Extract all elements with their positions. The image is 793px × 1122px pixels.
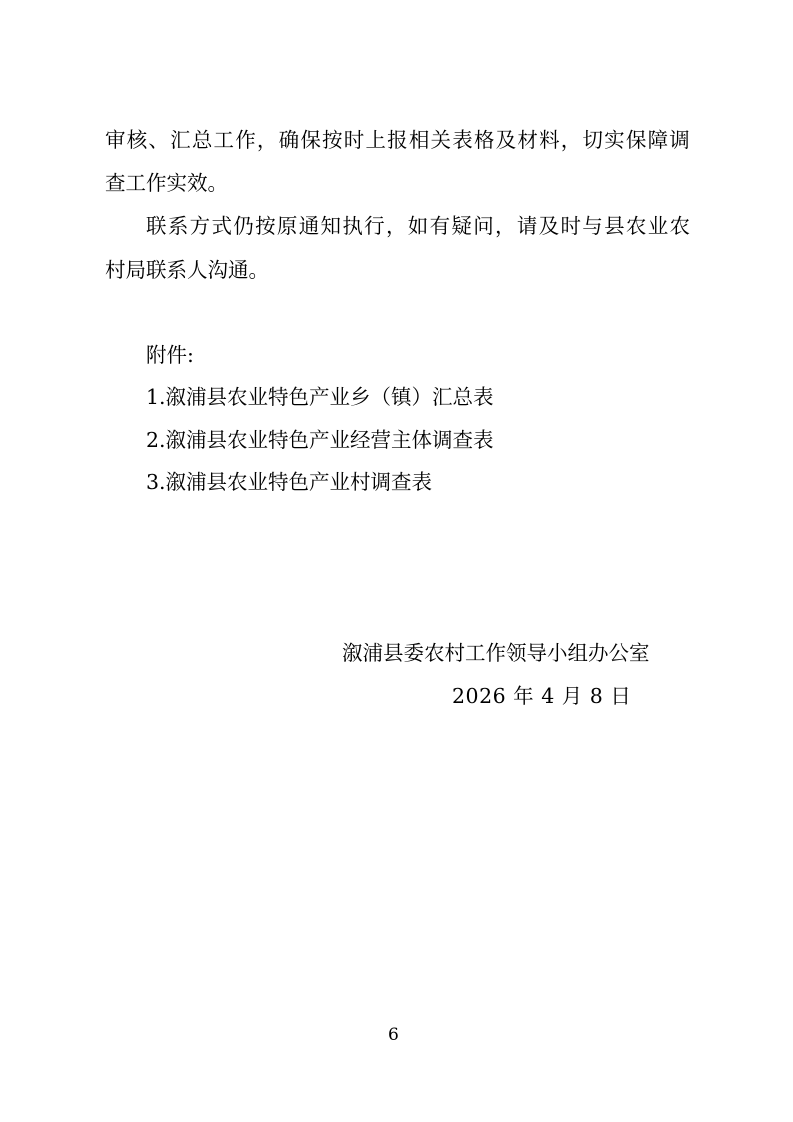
char: ， [560,128,582,152]
char: 总 [191,128,213,152]
char: 系 [167,214,189,238]
char: 审 [105,128,126,152]
char: ， [385,214,407,238]
char: 、 [148,128,169,152]
char: 表 [452,128,473,152]
char: 相 [408,128,430,152]
char: 原 [276,214,298,238]
paragraph-1-line-1 [105,127,690,153]
paragraph-2-line-1 [146,213,690,239]
char: 汇 [170,128,191,152]
paragraph-1-line-2: 查工作实效。 [105,171,228,195]
char: ， [495,214,516,238]
char: 障 [647,128,669,152]
char: 核 [126,128,148,152]
attachment-item-1: 1.溆浦县农业特色产业乡（镇）汇总表 [146,385,494,409]
char: 时 [560,214,581,238]
char: 时 [343,128,365,152]
char: 与 [582,214,603,238]
char: 县 [604,214,625,238]
char: 行 [364,214,385,238]
char: 材 [517,128,538,152]
char: 方 [189,214,211,238]
char: 保 [300,128,321,152]
char: 如 [407,214,429,238]
char: 按 [255,214,276,238]
char: 式 [211,214,232,238]
char: 及 [538,214,560,238]
char: 仍 [233,214,254,238]
char: 及 [495,128,517,152]
char: 格 [473,128,495,152]
paragraph-2-line-2: 村局联系人沟通。 [105,258,269,282]
char: 执 [342,214,363,238]
char: 农 [625,214,647,238]
signature-date: 2026 年 4 月 8 日 [452,684,632,708]
char: 通 [298,214,320,238]
char: 知 [320,214,341,238]
char: 工 [213,128,235,152]
char: 调 [669,128,690,152]
char: 按 [322,128,343,152]
char: 农 [669,214,690,238]
char: 切 [582,128,603,152]
char: 报 [387,128,408,152]
char: ， [256,128,278,152]
char: 疑 [451,214,472,238]
attachment-item-2: 2.溆浦县农业特色产业经营主体调查表 [146,428,494,452]
attachments-title: 附件: [146,343,194,367]
char: 作 [235,128,256,152]
char: 有 [429,214,451,238]
char: 联 [146,214,167,238]
attachment-item-3: 3.溆浦县农业特色产业村调查表 [146,470,433,494]
signature-organization: 溆浦县委农村工作领导小组办公室 [342,641,650,665]
page-number: 6 [388,1025,399,1045]
char: 问 [473,214,494,238]
char: 业 [647,214,669,238]
char: 料 [539,128,560,152]
char: 上 [365,128,386,152]
char: 保 [625,128,647,152]
char: 实 [604,128,625,152]
char: 请 [516,214,538,238]
char: 确 [278,128,300,152]
char: 关 [430,128,452,152]
